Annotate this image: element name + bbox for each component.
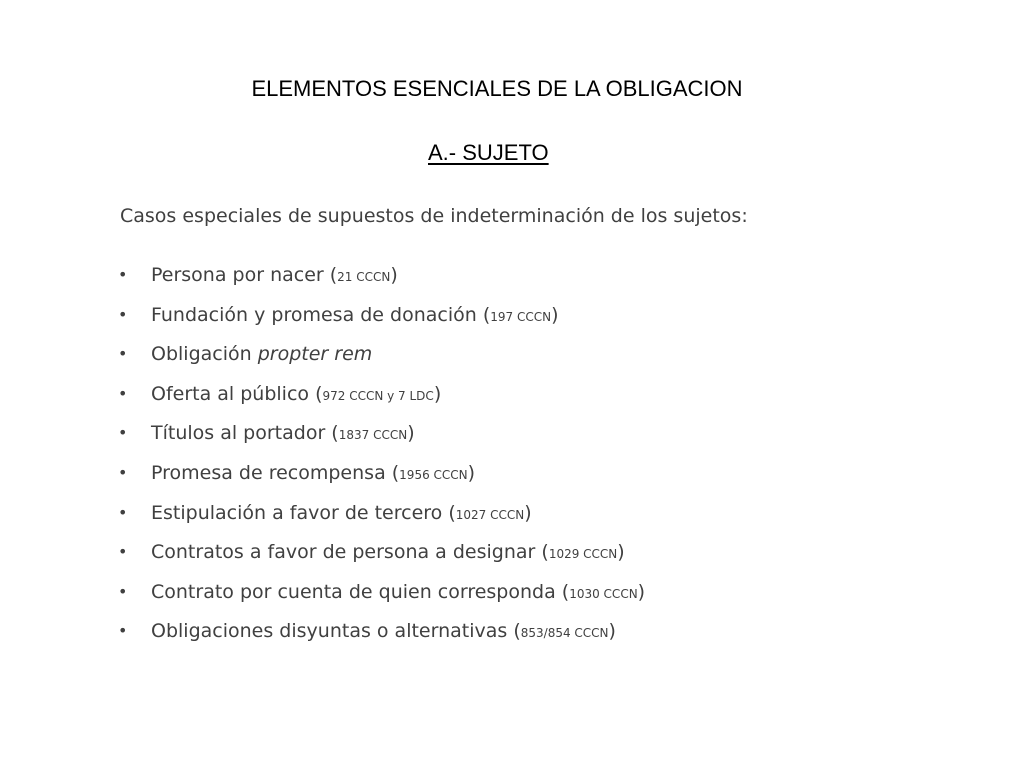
item-ref: 197 CCCN [490, 309, 552, 324]
bullet-icon: • [118, 304, 128, 324]
item-close: ) [433, 382, 442, 405]
list-item [118, 302, 645, 342]
bullet-icon: • [118, 581, 128, 601]
bullet-icon: • [118, 542, 128, 562]
bullet-icon: • [118, 383, 128, 403]
slide-subtitle: A.- SUJETO [428, 140, 549, 165]
slide-title: ELEMENTOS ESENCIALES DE LA OBLIGACION [251, 76, 743, 101]
item-text: Promesa de recompensa ( [151, 461, 400, 484]
bullet-icon: • [118, 621, 128, 641]
item-text: Fundación y promesa de donación ( [151, 303, 491, 326]
item-ref: 853/854 CCCN [520, 626, 609, 641]
item-italic: propter rem [257, 343, 373, 366]
list-item [118, 618, 645, 658]
item-close: ) [637, 580, 646, 603]
item-close: ) [608, 620, 616, 643]
item-close: ) [551, 303, 559, 326]
bullet-list [118, 262, 645, 658]
item-close: ) [617, 541, 625, 564]
item-close: ) [467, 461, 476, 484]
item-text: Títulos al portador ( [151, 422, 339, 445]
item-ref: 1956 CCCN [399, 467, 468, 482]
list-item [118, 539, 645, 579]
list-item [118, 460, 645, 500]
bullet-icon: • [118, 462, 128, 482]
item-text: Estipulación a favor de tercero ( [151, 501, 456, 524]
item-ref: 1030 CCCN [569, 586, 638, 601]
list-item [118, 381, 645, 421]
item-close: ) [407, 422, 415, 445]
item-text: Obligación [151, 343, 258, 366]
item-ref: 21 CCCN [337, 270, 391, 284]
intro-text: Casos especiales de supuestos de indeterminación de los sujetos: [120, 205, 748, 227]
item-text: Persona por nacer ( [151, 264, 338, 286]
item-ref: 1027 CCCN [455, 507, 525, 522]
bullet-icon: • [118, 423, 128, 443]
list-item [118, 420, 645, 460]
item-text: Obligaciones disyuntas o alternativas ( [151, 620, 521, 643]
item-text: Contrato por cuenta de quien corresponda ( [151, 580, 570, 603]
item-ref: 1029 CCCN [548, 547, 618, 562]
list-item [118, 262, 645, 302]
item-text: Oferta al público ( [151, 382, 323, 405]
item-text: Contratos a favor de persona a designar ( [151, 541, 549, 564]
item-close: ) [524, 501, 532, 524]
item-ref: 972 CCCN y 7 LDC [322, 388, 434, 403]
list-item [118, 341, 645, 381]
bullet-icon: • [118, 502, 128, 522]
bullet-icon: • [118, 344, 128, 364]
list-item [118, 579, 645, 619]
item-close: ) [390, 264, 398, 286]
item-ref: 1837 CCCN [338, 428, 408, 443]
list-item [118, 500, 645, 540]
bullet-icon: • [118, 265, 128, 284]
